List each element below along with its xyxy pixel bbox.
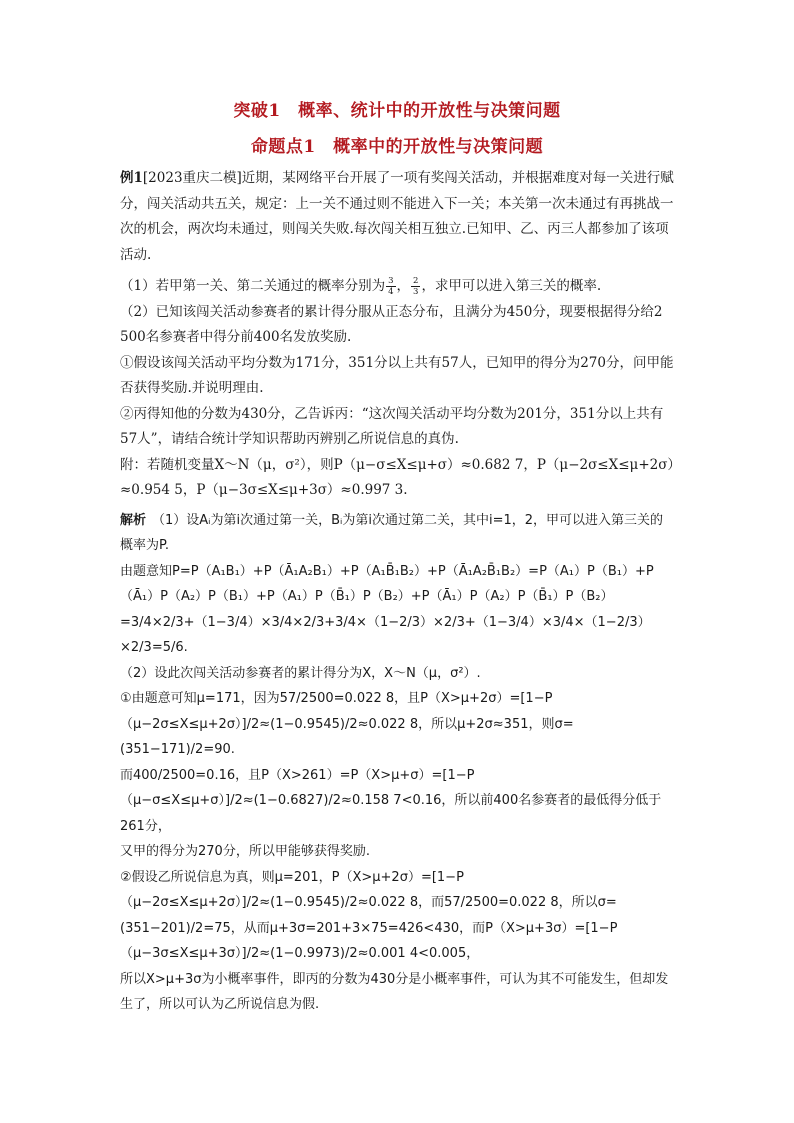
solution-line-2: 由题意知P=P（A₁B₁）+P（Ā₁A₂B₁）+P（A₁B̄₁B₂）+P（Ā₁A₂B̄₁B₂）=P（A₁）P（B₁）+P（Ā₁）P（A₂）P（B₁）+P（A₁）P（B̄₁）P（B₂）+P（Ā₁）P（A₂）P（B̄₁）P（B₂） (120, 563, 654, 604)
problem-source: [2023重庆二模] (142, 170, 242, 186)
question-1: （1）若甲第一关、第二关通过的概率分别为 $\frac{3}{4}$ ， $\frac{2}{3}$ ，求甲可以进入第三关的概率. (120, 276, 602, 297)
appendix-note: 附：若随机变量X～N（μ，σ²），则P（μ−σ≤X≤μ+σ）≈0.682 7，P（μ−2σ≤X≤μ+2σ）≈0.954 5，P（μ−3σ≤X≤μ+3σ）≈0.997 3. (120, 456, 675, 498)
question-2: （2）已知该闯关活动参赛者的累计得分服从正态分布，且满分为450分，现要根据得分给2 500名参赛者中得分前400名发放奖励. (120, 303, 663, 345)
solution-line-6: 而400/2500=0.16，且P（X>261）=P（X>μ+σ）=[1−P（μ−σ≤X≤μ+σ）]/2≈(1−0.6827)/2≈0.158 7<0.16，所以前400名参赛者的最低得分低于261分， (120, 767, 662, 834)
solution-line-4: （2）设此次闯关活动参赛者的累计得分为X，X～N（μ，σ²）. (120, 665, 481, 681)
fraction-three-quarters: $\frac{3}{4}$ (388, 276, 394, 297)
solution-line-9: 所以X>μ+3σ为小概率事件，即丙的分数为430分是小概率事件，可认为其不可能发生，但却发生了，所以可认为乙所说信息为假. (120, 971, 669, 1012)
solution-block (120, 508, 675, 1018)
fraction-two-thirds: $\frac{2}{3}$ (413, 276, 419, 297)
section-title: 突破1 概率、统计中的开放性与决策问题 (233, 101, 561, 121)
subsection-title: 命题点1 概率中的开放性与决策问题 (250, 137, 544, 157)
example-label: 例1 (120, 170, 143, 186)
question-2-part-1: ①假设该闯关活动平均分数为171分，351分以上共有57人，已知甲的得分为270分，问甲能否获得奖励.并说明理由. (120, 354, 674, 396)
solution-label: 解析 (120, 512, 147, 528)
question-2-part-2: ②丙得知他的分数为430分，乙告诉丙：“这次闯关活动平均分数为201分，351分以上共有57人”，请结合统计学知识帮助丙辨别乙所说信息的真伪. (120, 405, 664, 447)
problem-intro (120, 166, 675, 268)
solution-line-7: 又甲的得分为270分，所以甲能够获得奖励. (120, 844, 370, 859)
document-body (120, 166, 675, 1018)
problem-intro-text: 近期，某网络平台开展了一项有奖闯关活动，并根据难度对每一关进行赋分，闯关活动共五关，规定：上一关不通过则不能进入下一关；本关第一次未通过有再挑战一次的机会，两次均未通过，则闯关失败.每次闯关相互独立.已知甲、乙、丙三人都参加了该项活动. (120, 170, 674, 263)
solution-line-8: ②假设乙所说信息为真，则μ=201，P（X>μ+2σ）=[1−P（μ−2σ≤X≤μ+2σ）]/2≈(1−0.9545)/2≈0.022 8，而57/2500=0.022 8，所以σ=(351−201)/2=75，从而μ+3σ=201+3×75=426<430，而P（X>μ+3σ）=[1−P（μ−3σ≤X≤μ+3σ）]/2≈(1−0.9973)/2≈0.001 4<0.005， (120, 869, 618, 961)
solution-line-5: ①由题意可知μ=171，因为57/2500=0.022 8，且P（X>μ+2σ）=[1−P（μ−2σ≤X≤μ+2σ）]/2≈(1−0.9545)/2≈0.022 8，所以μ+2σ≈351，则σ=(351−171)/2=90. (120, 691, 574, 757)
solution-line-3: =3/4×2/3+（1−3/4）×3/4×2/3+3/4×（1−2/3）×2/3+（1−3/4）×3/4×（1−2/3）×2/3=5/6. (120, 614, 651, 655)
solution-line-1: 解析 （1）设Aᵢ为第i次通过第一关，Bᵢ为第i次通过第二关，其中i=1，2，甲可以进入第三关的概率为P. (120, 512, 664, 553)
